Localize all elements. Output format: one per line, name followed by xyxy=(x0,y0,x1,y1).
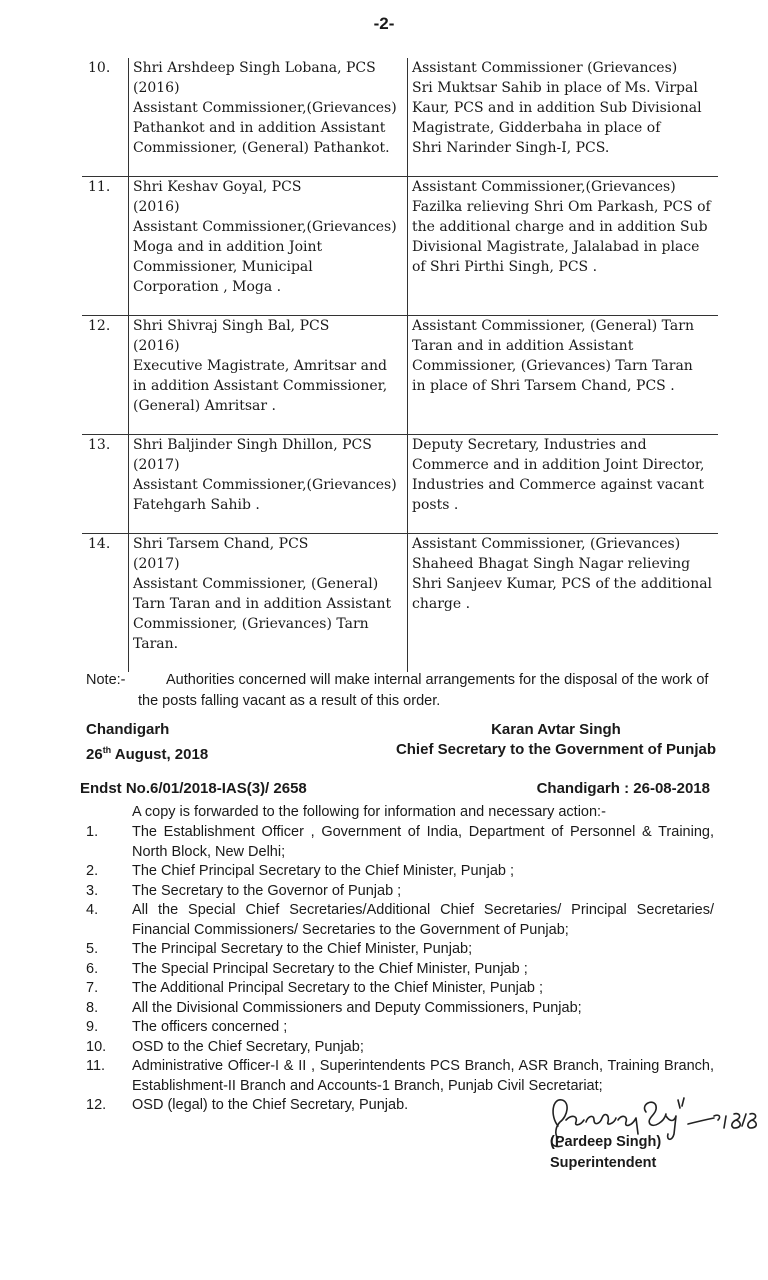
posting-line: posts . xyxy=(412,497,459,513)
list-item xyxy=(82,901,714,940)
officer-line: Shri Baljinder Singh Dhillon, PCS xyxy=(133,437,372,453)
list-item-text: The Establishment Officer , Government of India, Department of Personnel & Training, North Block, New Delhi; xyxy=(132,824,714,860)
list-item-number: 6. xyxy=(86,960,99,977)
posting-row xyxy=(82,58,718,177)
list-item-number: 1. xyxy=(86,824,99,840)
posting-line: charge . xyxy=(412,596,471,612)
officer-line: Assistant Commissioner,(Grievances) xyxy=(133,100,397,116)
posting-line: Assistant Commissioner (Grievances) xyxy=(412,60,678,76)
new-posting xyxy=(408,435,719,534)
superintendent-title: Superintendent xyxy=(550,1155,657,1171)
officer-details xyxy=(129,534,408,673)
list-item-text: OSD (legal) to the Chief Secretary, Punjab. xyxy=(132,1097,409,1113)
list-item-number: 7. xyxy=(86,980,99,996)
list-item xyxy=(82,862,714,882)
list-item-number: 3. xyxy=(86,882,99,899)
posting-line: Taran and in addition Assistant xyxy=(412,338,634,354)
officer-line: Taran. xyxy=(133,636,179,652)
officer-line: Assistant Commissioner,(Grievances) xyxy=(133,477,397,493)
serial-number: 10. xyxy=(82,58,129,177)
serial-number: 13. xyxy=(82,435,129,534)
officer-line: Shri Keshav Goyal, PCS xyxy=(133,179,302,195)
officer-line: Assistant Commissioner, (General) xyxy=(133,576,379,592)
endorsement-number: Endst No.6/01/2018-IAS(3)/ 2658 xyxy=(80,780,307,797)
officer-line: Commissioner, (Grievances) Tarn xyxy=(133,616,369,632)
posting-row xyxy=(82,316,718,435)
new-posting xyxy=(408,58,719,177)
list-item xyxy=(82,823,714,862)
order-date: 26th August, 2018 xyxy=(86,745,209,763)
posting-line: Deputy Secretary, Industries and xyxy=(412,437,647,453)
officer-line: (2017) xyxy=(133,556,180,572)
officer-details xyxy=(129,435,408,534)
officer-details xyxy=(129,316,408,435)
serial-number: 14. xyxy=(82,534,129,673)
posting-line: Shri Sanjeev Kumar, PCS of the additional xyxy=(412,576,713,592)
new-posting xyxy=(408,316,719,435)
list-item-text: The Chief Principal Secretary to the Chief Minister, Punjab ; xyxy=(132,863,515,879)
superintendent-name: (Pardeep Singh) xyxy=(550,1134,662,1150)
list-item-number: 8. xyxy=(86,999,99,1016)
posting-row xyxy=(82,177,718,316)
superintendent-block xyxy=(550,1132,661,1174)
list-item-number: 2. xyxy=(86,863,99,879)
list-item xyxy=(82,1038,714,1058)
serial-number: 11. xyxy=(82,177,129,316)
officer-line: (2017) xyxy=(133,457,180,473)
officer-line: (General) Amritsar . xyxy=(133,398,276,414)
list-item-text: The Secretary to the Governor of Punjab ; xyxy=(132,882,402,899)
posting-line: Fazilka relieving Shri Om Parkash, PCS of xyxy=(412,199,711,215)
officer-line: Shri Shivraj Singh Bal, PCS xyxy=(133,318,330,334)
officer-line: Shri Arshdeep Singh Lobana, PCS xyxy=(133,60,376,76)
postings-table xyxy=(82,58,718,672)
serial-number: 12. xyxy=(82,316,129,435)
list-item-text: Administrative Officer-I & II , Superintendents PCS Branch, ASR Branch, Training Branch, Establishment-II Branch and Accounts-1 Branch, Punjab Civil Secretariat; xyxy=(132,1058,714,1094)
posting-line: Assistant Commissioner, (General) Tarn xyxy=(412,318,694,334)
officer-line: Corporation , Moga . xyxy=(133,279,282,295)
list-item-text: All the Special Chief Secretaries/Additional Chief Secretaries/ Principal Secretaries/ Financial Commissioners/ Secretaries to the Government of Punjab; xyxy=(132,902,714,938)
posting-line: Divisional Magistrate, Jalalabad in place xyxy=(412,239,700,255)
posting-line: in place of Shri Tarsem Chand, PCS . xyxy=(412,378,675,394)
posting-line: Industries and Commerce against vacant xyxy=(412,477,704,493)
posting-line: Shri Narinder Singh-I, PCS. xyxy=(412,140,610,156)
endorsement-place-date: Chandigarh : 26-08-2018 xyxy=(536,780,710,797)
posting-line: Assistant Commissioner, (Grievances) xyxy=(412,536,681,552)
list-item-text: The Principal Secretary to the Chief Minister, Punjab; xyxy=(132,941,473,957)
officer-line: in addition Assistant Commissioner, xyxy=(133,378,388,394)
signatory-name: Karan Avtar Singh xyxy=(491,721,621,738)
officer-line: (2016) xyxy=(133,199,180,215)
distribution-list xyxy=(82,823,714,1116)
officer-line: Pathankot and in addition Assistant xyxy=(133,120,386,136)
officer-line: Tarn Taran and in addition Assistant xyxy=(133,596,392,612)
signatory-block xyxy=(396,720,716,760)
posting-line: Commissioner, (Grievances) Tarn Taran xyxy=(412,358,693,374)
posting-line: Commerce and in addition Joint Director, xyxy=(412,457,705,473)
list-item-text: The Additional Principal Secretary to the Chief Minister, Punjab ; xyxy=(132,980,544,996)
new-posting xyxy=(408,177,719,316)
list-item-text: All the Divisional Commissioners and Deputy Commissioners, Punjab; xyxy=(132,999,582,1016)
place: Chandigarh xyxy=(86,721,170,738)
list-item-number: 11. xyxy=(86,1058,106,1074)
list-item xyxy=(82,960,714,980)
signatory-title: Chief Secretary to the Government of Punjab xyxy=(395,741,716,758)
note-text: Authorities concerned will make internal arrangements for the disposal of the work of the posts falling vacant as a result of this order. xyxy=(138,672,709,709)
posting-line: Kaur, PCS and in addition Sub Divisional xyxy=(412,100,702,116)
officer-line: Moga and in addition Joint xyxy=(133,239,323,255)
officer-details xyxy=(129,58,408,177)
place-date-block xyxy=(86,720,208,765)
officer-line: Commissioner, (General) Pathankot. xyxy=(133,140,390,156)
copy-forwarded-intro: A copy is forwarded to the following for information and necessary action:- xyxy=(132,804,606,820)
list-item-text: The officers concerned ; xyxy=(132,1019,288,1035)
list-item-number: 5. xyxy=(86,941,99,957)
posting-row xyxy=(82,435,718,534)
list-item-number: 4. xyxy=(86,902,99,918)
note-section xyxy=(86,670,718,712)
list-item-text: The Special Principal Secretary to the Chief Minister, Punjab ; xyxy=(132,960,528,977)
list-item xyxy=(82,940,714,960)
officer-line: Assistant Commissioner,(Grievances) xyxy=(133,219,397,235)
officer-details xyxy=(129,177,408,316)
page-number: -2- xyxy=(373,14,395,33)
list-item-number: 9. xyxy=(86,1019,99,1035)
list-item xyxy=(82,1018,714,1038)
posting-row xyxy=(82,534,718,673)
list-item-text: OSD to the Chief Secretary, Punjab; xyxy=(132,1038,364,1055)
endorsement-line xyxy=(80,780,710,797)
officer-line: Executive Magistrate, Amritsar and xyxy=(133,358,387,374)
officer-line: (2016) xyxy=(133,338,180,354)
posting-line: of Shri Pirthi Singh, PCS . xyxy=(412,259,598,275)
list-item xyxy=(82,979,714,999)
new-posting xyxy=(408,534,719,673)
list-item xyxy=(82,999,714,1019)
officer-line: Shri Tarsem Chand, PCS xyxy=(133,536,309,552)
list-item-number: 12. xyxy=(86,1097,107,1113)
posting-line: Shaheed Bhagat Singh Nagar relieving xyxy=(412,556,691,572)
posting-line: Sri Muktsar Sahib in place of Ms. Virpal xyxy=(412,80,698,96)
officer-line: Commissioner, Municipal xyxy=(133,259,313,275)
note-label: Note:- xyxy=(86,672,126,688)
officer-line: Fatehgarh Sahib . xyxy=(133,497,260,513)
posting-line: the additional charge and in addition Sub xyxy=(412,219,708,235)
list-item-number: 10. xyxy=(86,1038,107,1055)
list-item xyxy=(82,882,714,902)
officer-line: (2016) xyxy=(133,80,180,96)
posting-line: Assistant Commissioner,(Grievances) xyxy=(412,179,676,195)
posting-line: Magistrate, Gidderbaha in place of xyxy=(412,120,661,136)
